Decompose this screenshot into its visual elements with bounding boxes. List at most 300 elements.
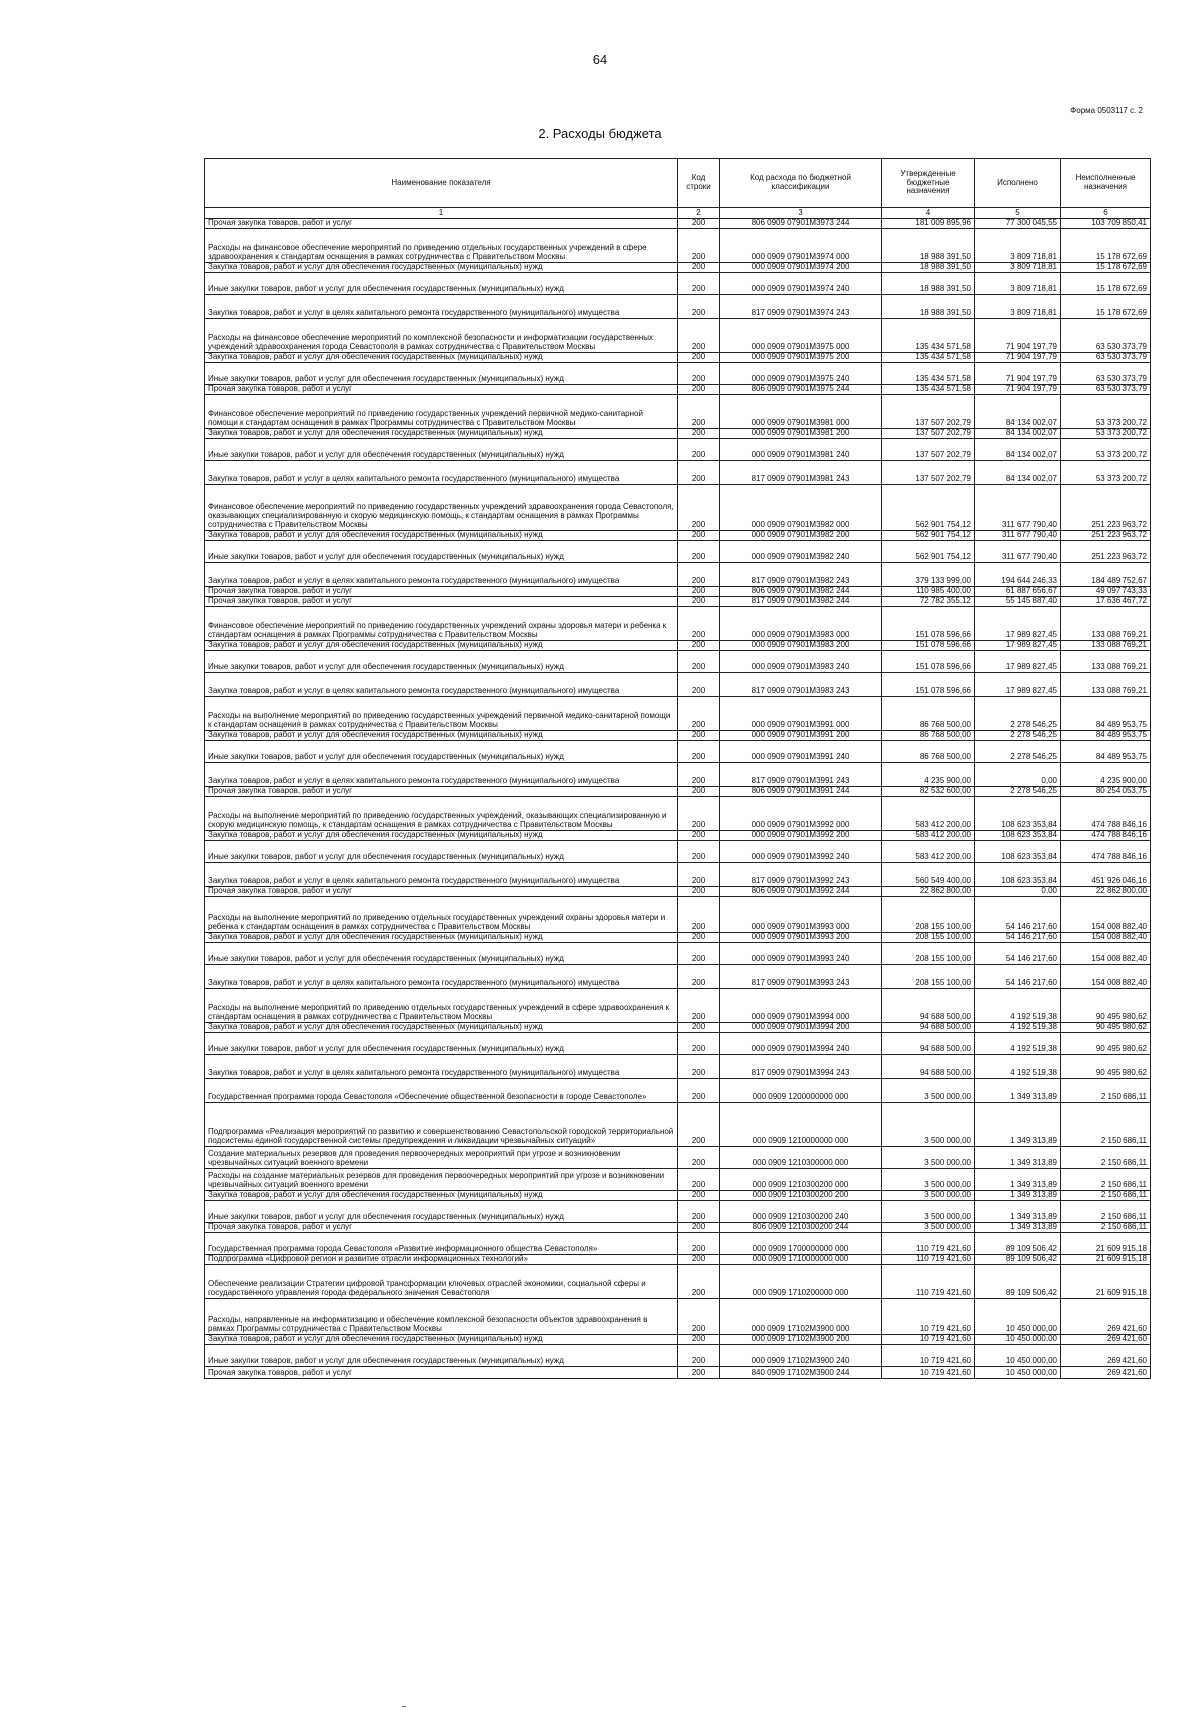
row-line-code: 200 <box>678 841 720 863</box>
row-unexecuted: 451 926 046,16 <box>1061 863 1151 887</box>
row-classification-code: 000 0909 07901M3975 240 <box>720 363 882 385</box>
row-line-code: 200 <box>678 1191 720 1201</box>
row-unexecuted: 90 495 980,62 <box>1061 989 1151 1023</box>
row-classification-code: 000 0909 07901M3991 200 <box>720 731 882 741</box>
row-name: Иные закупки товаров, работ и услуг для обеспечения государственных (муниципальных) нужд <box>205 1345 678 1367</box>
row-unexecuted: 15 178 672,69 <box>1061 263 1151 273</box>
row-name: Закупка товаров, работ и услуг в целях капитального ремонта государственного (муниципального) имущества <box>205 1055 678 1079</box>
column-number: 2 <box>678 208 720 219</box>
row-name: Иные закупки товаров, работ и услуг для обеспечения государственных (муниципальных) нужд <box>205 541 678 563</box>
row-name: Прочая закупка товаров, работ и услуг <box>205 887 678 897</box>
row-line-code: 200 <box>678 897 720 933</box>
row-line-code: 200 <box>678 1169 720 1191</box>
page-number: 64 <box>592 52 608 67</box>
table-row <box>205 965 1151 989</box>
row-executed: 194 644 246,33 <box>975 563 1061 587</box>
row-unexecuted: 90 495 980,62 <box>1061 1023 1151 1033</box>
row-executed: 84 134 002,07 <box>975 461 1061 485</box>
row-executed: 71 904 197,79 <box>975 319 1061 353</box>
table-row <box>205 541 1151 563</box>
row-unexecuted: 474 788 846,16 <box>1061 841 1151 863</box>
row-classification-code: 000 0909 07901M3981 000 <box>720 395 882 429</box>
row-name: Закупка товаров, работ и услуг в целях капитального ремонта государственного (муниципального) имущества <box>205 763 678 787</box>
row-line-code: 200 <box>678 651 720 673</box>
table-row <box>205 831 1151 841</box>
row-unexecuted: 133 088 769,21 <box>1061 641 1151 651</box>
row-approved: 94 688 500,00 <box>882 1023 975 1033</box>
row-executed: 2 278 546,25 <box>975 731 1061 741</box>
table-row <box>205 385 1151 395</box>
table-row <box>205 897 1151 933</box>
row-executed: 10 450 000,00 <box>975 1367 1061 1379</box>
row-unexecuted: 53 373 200,72 <box>1061 395 1151 429</box>
row-line-code: 200 <box>678 587 720 597</box>
table-row <box>205 763 1151 787</box>
table-row <box>205 219 1151 229</box>
row-executed: 55 145 887,40 <box>975 597 1061 607</box>
row-name: Закупка товаров, работ и услуг для обеспечения государственных (муниципальных) нужд <box>205 263 678 273</box>
row-classification-code: 000 0909 07901M3983 200 <box>720 641 882 651</box>
row-line-code: 200 <box>678 353 720 363</box>
row-line-code: 200 <box>678 597 720 607</box>
row-classification-code: 000 0909 07901M3992 240 <box>720 841 882 863</box>
row-unexecuted: 2 150 686,11 <box>1061 1191 1151 1201</box>
row-name: Закупка товаров, работ и услуг в целях капитального ремонта государственного (муниципального) имущества <box>205 673 678 697</box>
row-executed: 1 349 313,89 <box>975 1079 1061 1103</box>
row-executed: 17 989 827,45 <box>975 641 1061 651</box>
row-executed: 4 192 519,38 <box>975 1023 1061 1033</box>
budget-expenses-table <box>204 158 1151 1379</box>
row-unexecuted: 21 609 915,18 <box>1061 1255 1151 1265</box>
row-executed: 108 623 353,84 <box>975 863 1061 887</box>
row-classification-code: 000 0909 07901M3982 240 <box>720 541 882 563</box>
row-unexecuted: 49 097 743,33 <box>1061 587 1151 597</box>
row-approved: 151 078 596,66 <box>882 651 975 673</box>
row-unexecuted: 90 495 980,62 <box>1061 1033 1151 1055</box>
row-classification-code: 000 0909 07901M3993 000 <box>720 897 882 933</box>
row-classification-code: 000 0909 07901M3992 000 <box>720 797 882 831</box>
row-line-code: 200 <box>678 319 720 353</box>
row-executed: 54 146 217,60 <box>975 965 1061 989</box>
row-name: Закупка товаров, работ и услуг для обеспечения государственных (муниципальных) нужд <box>205 531 678 541</box>
row-executed: 89 109 506,42 <box>975 1265 1061 1299</box>
row-executed: 71 904 197,79 <box>975 353 1061 363</box>
row-line-code: 200 <box>678 273 720 295</box>
row-unexecuted: 21 609 915,18 <box>1061 1233 1151 1255</box>
row-approved: 94 688 500,00 <box>882 1033 975 1055</box>
row-approved: 3 500 000,00 <box>882 1147 975 1169</box>
row-name: Иные закупки товаров, работ и услуг для обеспечения государственных (муниципальных) нужд <box>205 943 678 965</box>
row-approved: 562 901 754,12 <box>882 531 975 541</box>
table-row <box>205 797 1151 831</box>
row-unexecuted: 2 150 686,11 <box>1061 1079 1151 1103</box>
row-name: Иные закупки товаров, работ и услуг для обеспечения государственных (муниципальных) нужд <box>205 273 678 295</box>
row-unexecuted: 2 150 686,11 <box>1061 1223 1151 1233</box>
row-classification-code: 000 0909 07901M3991 000 <box>720 697 882 731</box>
row-executed: 17 989 827,45 <box>975 607 1061 641</box>
row-unexecuted: 251 223 963,72 <box>1061 541 1151 563</box>
row-executed: 1 349 313,89 <box>975 1191 1061 1201</box>
row-approved: 22 862 800,00 <box>882 887 975 897</box>
row-approved: 151 078 596,66 <box>882 641 975 651</box>
row-executed: 311 677 790,40 <box>975 485 1061 531</box>
row-name: Прочая закупка товаров, работ и услуг <box>205 597 678 607</box>
row-classification-code: 000 0909 07901M3975 000 <box>720 319 882 353</box>
table-row <box>205 943 1151 965</box>
row-unexecuted: 63 530 373,79 <box>1061 363 1151 385</box>
header-line-code: Код строки <box>678 159 720 208</box>
row-name: Иные закупки товаров, работ и услуг для обеспечения государственных (муниципальных) нужд <box>205 651 678 673</box>
row-line-code: 200 <box>678 1255 720 1265</box>
row-unexecuted: 269 421,60 <box>1061 1345 1151 1367</box>
row-approved: 86 768 500,00 <box>882 731 975 741</box>
column-number: 6 <box>1061 208 1151 219</box>
row-approved: 110 719 421,60 <box>882 1265 975 1299</box>
row-name: Закупка товаров, работ и услуг для обеспечения государственных (муниципальных) нужд <box>205 353 678 363</box>
row-name: Прочая закупка товаров, работ и услуг <box>205 1223 678 1233</box>
row-approved: 208 155 100,00 <box>882 933 975 943</box>
row-line-code: 200 <box>678 1103 720 1147</box>
row-unexecuted: 90 495 980,62 <box>1061 1055 1151 1079</box>
table-row <box>205 319 1151 353</box>
row-classification-code: 817 0909 07901M3992 243 <box>720 863 882 887</box>
row-approved: 10 719 421,60 <box>882 1367 975 1379</box>
row-classification-code: 817 0909 07901M3994 243 <box>720 1055 882 1079</box>
row-unexecuted: 474 788 846,16 <box>1061 797 1151 831</box>
row-line-code: 200 <box>678 641 720 651</box>
row-approved: 18 988 391,50 <box>882 263 975 273</box>
row-line-code: 200 <box>678 1033 720 1055</box>
table-row <box>205 731 1151 741</box>
row-line-code: 200 <box>678 219 720 229</box>
table-row <box>205 1335 1151 1345</box>
row-name: Прочая закупка товаров, работ и услуг <box>205 587 678 597</box>
row-classification-code: 000 0909 1210300200 000 <box>720 1169 882 1191</box>
row-executed: 1 349 313,89 <box>975 1147 1061 1169</box>
table-row <box>205 1255 1151 1265</box>
row-executed: 0,00 <box>975 887 1061 897</box>
row-unexecuted: 15 178 672,69 <box>1061 229 1151 263</box>
table-row <box>205 1033 1151 1055</box>
row-approved: 3 500 000,00 <box>882 1103 975 1147</box>
row-name: Финансовое обеспечение мероприятий по приведению государственных учреждений первичной медико-санитарной помощи к стандартам оснащения в рамках Программы сотрудничества с Правительством Москвы <box>205 395 678 429</box>
row-classification-code: 000 0909 1700000000 000 <box>720 1233 882 1255</box>
row-executed: 17 989 827,45 <box>975 651 1061 673</box>
row-line-code: 200 <box>678 485 720 531</box>
row-classification-code: 000 0909 07901M3992 200 <box>720 831 882 841</box>
row-line-code: 200 <box>678 1055 720 1079</box>
row-classification-code: 000 0909 07901M3982 200 <box>720 531 882 541</box>
row-executed: 10 450 000,00 <box>975 1335 1061 1345</box>
row-name: Иные закупки товаров, работ и услуг для обеспечения государственных (муниципальных) нужд <box>205 1033 678 1055</box>
row-name: Иные закупки товаров, работ и услуг для обеспечения государственных (муниципальных) нужд <box>205 1201 678 1223</box>
row-unexecuted: 4 235 900,00 <box>1061 763 1151 787</box>
row-classification-code: 806 0909 07901M3975 244 <box>720 385 882 395</box>
row-approved: 72 782 355,12 <box>882 597 975 607</box>
row-executed: 108 623 353,84 <box>975 831 1061 841</box>
row-executed: 84 134 002,07 <box>975 395 1061 429</box>
table-row <box>205 1345 1151 1367</box>
row-approved: 3 500 000,00 <box>882 1201 975 1223</box>
row-name: Расходы на выполнение мероприятий по приведению государственных учреждений, оказывающих специализированную и скорую медицинскую помощь, к стандартам оснащения в рамках сотрудничества с Правительством Москвы <box>205 797 678 831</box>
row-classification-code: 806 0909 07901M3973 244 <box>720 219 882 229</box>
row-name: Финансовое обеспечение мероприятий по приведению государственных учреждений здравоохранения города Севастополя, оказывающих специализированную и скорую медицинскую помощь, к стандартам оснащения в рамках Программы сотрудничества с Правительством Москвы <box>205 485 678 531</box>
column-number: 3 <box>720 208 882 219</box>
row-unexecuted: 2 150 686,11 <box>1061 1147 1151 1169</box>
row-classification-code: 817 0909 07901M3981 243 <box>720 461 882 485</box>
row-line-code: 200 <box>678 395 720 429</box>
table-row <box>205 841 1151 863</box>
row-name: Закупка товаров, работ и услуг в целях капитального ремонта государственного (муниципального) имущества <box>205 295 678 319</box>
row-unexecuted: 84 489 953,75 <box>1061 741 1151 763</box>
row-unexecuted: 154 008 882,40 <box>1061 943 1151 965</box>
row-unexecuted: 184 489 752,67 <box>1061 563 1151 587</box>
row-approved: 583 412 200,00 <box>882 797 975 831</box>
table-row <box>205 863 1151 887</box>
row-executed: 89 109 506,42 <box>975 1255 1061 1265</box>
row-unexecuted: 17 636 467,72 <box>1061 597 1151 607</box>
row-approved: 86 768 500,00 <box>882 697 975 731</box>
table-row <box>205 1147 1151 1169</box>
table-row <box>205 439 1151 461</box>
table-row <box>205 1265 1151 1299</box>
row-executed: 10 450 000,00 <box>975 1299 1061 1335</box>
table-row <box>205 1367 1151 1379</box>
table-row <box>205 353 1151 363</box>
row-unexecuted: 154 008 882,40 <box>1061 965 1151 989</box>
row-executed: 3 809 718,81 <box>975 273 1061 295</box>
row-line-code: 200 <box>678 563 720 587</box>
table-row <box>205 295 1151 319</box>
row-approved: 135 434 571,58 <box>882 385 975 395</box>
row-name: Закупка товаров, работ и услуг для обеспечения государственных (муниципальных) нужд <box>205 429 678 439</box>
row-classification-code: 000 0909 1210300000 000 <box>720 1147 882 1169</box>
row-classification-code: 817 0909 07901M3982 244 <box>720 597 882 607</box>
row-classification-code: 000 0909 07901M3975 200 <box>720 353 882 363</box>
row-executed: 2 278 546,25 <box>975 787 1061 797</box>
row-name: Закупка товаров, работ и услуг для обеспечения государственных (муниципальных) нужд <box>205 1191 678 1201</box>
row-classification-code: 000 0909 07901M3974 000 <box>720 229 882 263</box>
row-unexecuted: 154 008 882,40 <box>1061 897 1151 933</box>
table-row <box>205 787 1151 797</box>
row-line-code: 200 <box>678 1367 720 1379</box>
row-unexecuted: 133 088 769,21 <box>1061 607 1151 641</box>
row-name: Расходы на финансовое обеспечение мероприятий по комплексной безопасности и информатизации государственных учреждений здравоохранения города Севастополя в рамках сотрудничества с Правительством Москвы <box>205 319 678 353</box>
row-classification-code: 000 0909 07901M3981 240 <box>720 439 882 461</box>
table-row <box>205 1103 1151 1147</box>
row-name: Закупка товаров, работ и услуг в целях капитального ремонта государственного (муниципального) имущества <box>205 563 678 587</box>
row-name: Иные закупки товаров, работ и услуг для обеспечения государственных (муниципальных) нужд <box>205 363 678 385</box>
row-classification-code: 817 0909 07901M3974 243 <box>720 295 882 319</box>
row-name: Закупка товаров, работ и услуг в целях капитального ремонта государственного (муниципального) имущества <box>205 863 678 887</box>
row-executed: 3 809 718,81 <box>975 263 1061 273</box>
row-name: Расходы на выполнение мероприятий по приведению отдельных государственных учреждений в сфере здравоохранения к стандартам оснащения в рамках сотрудничества с Правительством Москвы <box>205 989 678 1023</box>
row-name: Расходы, направленные на информатизацию и обеспечение комплексной безопасности объектов здравоохранения в рамках Программы сотрудничества с Правительством Москвы <box>205 1299 678 1335</box>
row-line-code: 200 <box>678 1233 720 1255</box>
row-line-code: 200 <box>678 1345 720 1367</box>
row-name: Закупка товаров, работ и услуг для обеспечения государственных (муниципальных) нужд <box>205 641 678 651</box>
row-line-code: 200 <box>678 1223 720 1233</box>
row-approved: 110 719 421,60 <box>882 1233 975 1255</box>
row-name: Расходы на создание материальных резервов для проведения первоочередных мероприятий при угрозе и возникновении чрезвычайных ситуаций военного времени <box>205 1169 678 1191</box>
row-approved: 137 507 202,79 <box>882 429 975 439</box>
table-row <box>205 641 1151 651</box>
row-classification-code: 000 0909 07901M3991 240 <box>720 741 882 763</box>
row-approved: 86 768 500,00 <box>882 741 975 763</box>
row-line-code: 200 <box>678 429 720 439</box>
table-row <box>205 1223 1151 1233</box>
row-classification-code: 806 0909 07901M3992 244 <box>720 887 882 897</box>
row-line-code: 200 <box>678 697 720 731</box>
row-classification-code: 000 0909 07901M3994 240 <box>720 1033 882 1055</box>
table-row <box>205 273 1151 295</box>
row-approved: 82 532 600,00 <box>882 787 975 797</box>
row-approved: 3 500 000,00 <box>882 1191 975 1201</box>
row-classification-code: 000 0909 1210000000 000 <box>720 1103 882 1147</box>
row-executed: 84 134 002,07 <box>975 429 1061 439</box>
row-name: Расходы на финансовое обеспечение мероприятий по приведению отдельных государственных учреждений в сфере здравоохранения к стандартам оснащения в рамках сотрудничества с Правительством Москвы <box>205 229 678 263</box>
row-unexecuted: 269 421,60 <box>1061 1367 1151 1379</box>
row-executed: 54 146 217,60 <box>975 943 1061 965</box>
report-title: 2. Расходы бюджета <box>538 126 662 141</box>
row-approved: 110 719 421,60 <box>882 1255 975 1265</box>
row-line-code: 200 <box>678 965 720 989</box>
row-line-code: 200 <box>678 263 720 273</box>
row-executed: 54 146 217,60 <box>975 897 1061 933</box>
row-approved: 3 500 000,00 <box>882 1223 975 1233</box>
row-line-code: 200 <box>678 797 720 831</box>
row-line-code: 200 <box>678 943 720 965</box>
table-row <box>205 587 1151 597</box>
row-approved: 18 988 391,50 <box>882 273 975 295</box>
row-unexecuted: 80 254 053,75 <box>1061 787 1151 797</box>
row-classification-code: 000 0909 07901M3994 000 <box>720 989 882 1023</box>
table-row <box>205 1191 1151 1201</box>
row-executed: 89 109 506,42 <box>975 1233 1061 1255</box>
row-unexecuted: 269 421,60 <box>1061 1299 1151 1335</box>
row-approved: 583 412 200,00 <box>882 831 975 841</box>
row-approved: 10 719 421,60 <box>882 1299 975 1335</box>
row-line-code: 200 <box>678 989 720 1023</box>
row-approved: 3 500 000,00 <box>882 1079 975 1103</box>
row-unexecuted: 154 008 882,40 <box>1061 933 1151 943</box>
row-approved: 208 155 100,00 <box>882 943 975 965</box>
row-unexecuted: 15 178 672,69 <box>1061 295 1151 319</box>
table-row <box>205 461 1151 485</box>
row-name: Закупка товаров, работ и услуг для обеспечения государственных (муниципальных) нужд <box>205 1023 678 1033</box>
table-row <box>205 989 1151 1023</box>
header-executed: Исполнено <box>975 159 1061 208</box>
row-line-code: 200 <box>678 1265 720 1299</box>
row-line-code: 200 <box>678 531 720 541</box>
row-line-code: 200 <box>678 1299 720 1335</box>
row-executed: 311 677 790,40 <box>975 541 1061 563</box>
row-classification-code: 000 0909 07901M3993 200 <box>720 933 882 943</box>
row-line-code: 200 <box>678 887 720 897</box>
row-approved: 135 434 571,58 <box>882 363 975 385</box>
row-executed: 0,00 <box>975 763 1061 787</box>
row-unexecuted: 15 178 672,69 <box>1061 273 1151 295</box>
row-executed: 2 278 546,25 <box>975 741 1061 763</box>
row-classification-code: 817 0909 07901M3982 243 <box>720 563 882 587</box>
column-number: 5 <box>975 208 1061 219</box>
row-line-code: 200 <box>678 1335 720 1345</box>
row-approved: 18 988 391,50 <box>882 229 975 263</box>
header-indicator-name: Наименование показателя <box>205 159 678 208</box>
table-row <box>205 697 1151 731</box>
row-executed: 4 192 519,38 <box>975 989 1061 1023</box>
table-row <box>205 933 1151 943</box>
row-executed: 3 809 718,81 <box>975 295 1061 319</box>
row-classification-code: 000 0909 17102M3900 200 <box>720 1335 882 1345</box>
row-line-code: 200 <box>678 731 720 741</box>
row-name: Государственная программа города Севастополя «Развитие информационного общества Севастополя» <box>205 1233 678 1255</box>
scan-mark <box>402 1706 406 1707</box>
row-unexecuted: 474 788 846,16 <box>1061 831 1151 841</box>
row-line-code: 200 <box>678 363 720 385</box>
row-approved: 560 549 400,00 <box>882 863 975 887</box>
row-approved: 151 078 596,66 <box>882 607 975 641</box>
header-row <box>205 159 1151 208</box>
table-row <box>205 429 1151 439</box>
row-approved: 135 434 571,58 <box>882 319 975 353</box>
row-line-code: 200 <box>678 787 720 797</box>
row-executed: 3 809 718,81 <box>975 229 1061 263</box>
row-classification-code: 000 0909 1200000000 000 <box>720 1079 882 1103</box>
row-name: Финансовое обеспечение мероприятий по приведению государственных учреждений охраны здоровья матери и ребенка к стандартам оснащения в рамках Программы сотрудничества с Правительством Москвы <box>205 607 678 641</box>
row-unexecuted: 53 373 200,72 <box>1061 461 1151 485</box>
row-unexecuted: 103 709 850,41 <box>1061 219 1151 229</box>
row-name: Прочая закупка товаров, работ и услуг <box>205 787 678 797</box>
row-executed: 54 146 217,60 <box>975 933 1061 943</box>
row-unexecuted: 22 862 800,00 <box>1061 887 1151 897</box>
row-line-code: 200 <box>678 439 720 461</box>
table-row <box>205 1055 1151 1079</box>
header-classification-code: Код расхода по бюджетной классификации <box>720 159 882 208</box>
row-approved: 137 507 202,79 <box>882 461 975 485</box>
table-row <box>205 1201 1151 1223</box>
row-classification-code: 817 0909 07901M3993 243 <box>720 965 882 989</box>
row-executed: 1 349 313,89 <box>975 1103 1061 1147</box>
row-approved: 137 507 202,79 <box>882 439 975 461</box>
row-executed: 108 623 353,84 <box>975 841 1061 863</box>
row-name: Прочая закупка товаров, работ и услуг <box>205 1367 678 1379</box>
row-name: Государственная программа города Севастополя «Обеспечение общественной безопасности в городе Севастополе» <box>205 1079 678 1103</box>
column-number: 1 <box>205 208 678 219</box>
row-approved: 562 901 754,12 <box>882 541 975 563</box>
table-row <box>205 395 1151 429</box>
row-executed: 10 450 000,00 <box>975 1345 1061 1367</box>
row-approved: 379 133 999,00 <box>882 563 975 587</box>
row-line-code: 200 <box>678 295 720 319</box>
row-name: Иные закупки товаров, работ и услуг для обеспечения государственных (муниципальных) нужд <box>205 741 678 763</box>
row-name: Расходы на выполнение мероприятий по приведению государственных учреждений первичной медико-санитарной помощи к стандартам оснащения в рамках сотрудничества с Правительством Москвы <box>205 697 678 731</box>
row-executed: 77 300 045,55 <box>975 219 1061 229</box>
row-line-code: 200 <box>678 385 720 395</box>
table-row <box>205 1299 1151 1335</box>
row-executed: 1 349 313,89 <box>975 1169 1061 1191</box>
row-classification-code: 806 0909 07901M3982 244 <box>720 587 882 597</box>
row-name: Закупка товаров, работ и услуг для обеспечения государственных (муниципальных) нужд <box>205 831 678 841</box>
row-executed: 71 904 197,79 <box>975 385 1061 395</box>
row-approved: 137 507 202,79 <box>882 395 975 429</box>
row-unexecuted: 53 373 200,72 <box>1061 429 1151 439</box>
table-row <box>205 363 1151 385</box>
row-classification-code: 000 0909 07901M3982 000 <box>720 485 882 531</box>
row-approved: 181 009 895,96 <box>882 219 975 229</box>
row-name: Иные закупки товаров, работ и услуг для обеспечения государственных (муниципальных) нужд <box>205 841 678 863</box>
table-row <box>205 531 1151 541</box>
